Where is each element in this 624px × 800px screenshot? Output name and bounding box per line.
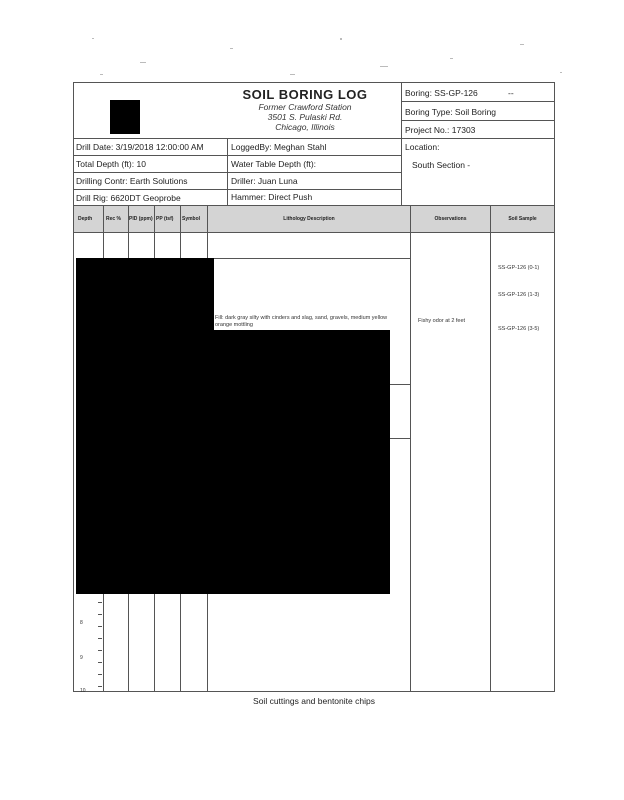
soil-sample-2: SS-GP-126 (1-3)	[498, 292, 540, 298]
depth-label: 10	[80, 688, 86, 694]
col-symbol: Symbol	[182, 216, 201, 222]
site-address: 3501 S. Pulaski Rd.	[267, 112, 343, 122]
drill-rig: Drill Rig: 6620DT Geoprobe	[76, 193, 181, 203]
hammer: Hammer: Direct Push	[231, 192, 313, 202]
location-value: South Section -	[412, 160, 471, 170]
soil-sample-1: SS-GP-126 (0-1)	[498, 265, 540, 271]
observation-note: Fishy odor at 2 feet	[418, 318, 466, 324]
project-number: Project No.: 17303	[405, 125, 476, 135]
lithology-description: Fill: dark gray silty with cinders and slag, sand, gravels, medium yellow	[215, 315, 388, 321]
redaction-block	[76, 258, 214, 330]
col-lithology: Lithology Description	[283, 216, 335, 222]
depth-label: 8	[80, 620, 83, 626]
location-label: Location:	[405, 142, 440, 152]
boring-dash: --	[508, 88, 514, 98]
logged-by: LoggedBy: Meghan Stahl	[231, 142, 327, 152]
col-pp: PP (tsf)	[156, 216, 174, 222]
col-pid: PID (ppm)	[129, 216, 153, 222]
drill-date: Drill Date: 3/19/2018 12:00:00 AM	[76, 142, 204, 152]
boring-id: Boring: SS-GP-126	[405, 88, 478, 98]
total-depth: Total Depth (ft): 10	[76, 159, 146, 169]
redaction-block	[76, 330, 390, 594]
site-name: Former Crawford Station	[258, 102, 352, 112]
boring-type: Boring Type: Soil Boring	[405, 107, 497, 117]
col-observations: Observations	[434, 216, 467, 222]
page-title: SOIL BORING LOG	[242, 87, 368, 102]
water-table-depth: Water Table Depth (ft):	[231, 159, 317, 169]
drilling-contractor: Drilling Contr: Earth Solutions	[76, 176, 188, 186]
depth-label: 9	[80, 655, 83, 661]
soil-sample-3: SS-GP-126 (3-5)	[498, 326, 540, 332]
header-block	[215, 87, 395, 132]
lithology-description-cont: orange mottling	[215, 322, 253, 328]
col-depth: Depth	[78, 216, 93, 222]
redaction-block	[110, 100, 140, 134]
backfill-note: Soil cuttings and bentonite chips	[253, 696, 375, 706]
site-city: Chicago, Illinois	[275, 122, 335, 132]
col-soil-sample: Soil Sample	[508, 216, 537, 222]
col-rec: Rec %	[106, 216, 122, 222]
driller: Driller: Juan Luna	[231, 176, 298, 186]
